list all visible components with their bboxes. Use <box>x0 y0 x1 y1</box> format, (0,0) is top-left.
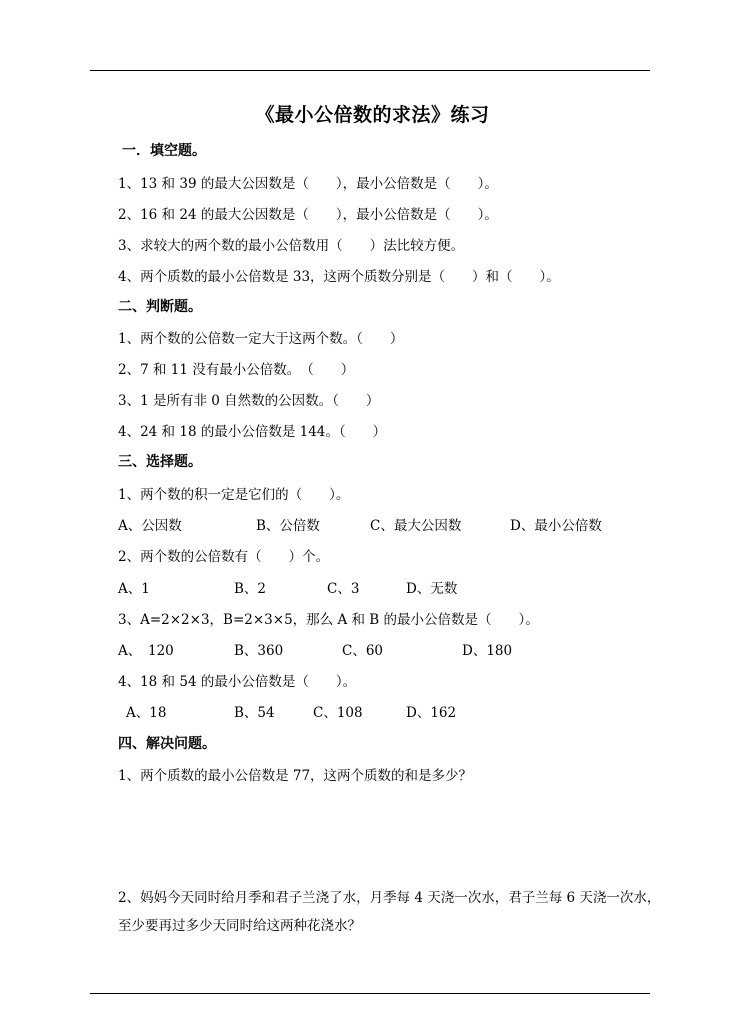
choice-q3-option-a: A、 120 <box>118 643 174 659</box>
choice-q1-option-b: B、公倍数 <box>256 518 320 534</box>
judge-question-3: 3、1 是所有非 0 自然数的公因数。（ ） <box>118 393 380 409</box>
footer-rule <box>90 993 650 994</box>
choice-q1-option-a: A、公因数 <box>118 518 182 534</box>
choice-q1-option-d: D、最小公倍数 <box>510 518 602 534</box>
section-solve-heading: 四、解决问题。 <box>118 736 216 752</box>
solve-question-2: 2、妈妈今天同时给月季和君子兰浇了水，月季每 4 天浇一次水，君子兰每 6 天浇一次水，至少要再过多少天同时给这两种花浇水？ <box>118 890 661 934</box>
choice-question-3: 3、A=2×2×3，B=2×3×5，那么 A 和 B 的最小公倍数是（ ）。 <box>118 612 539 628</box>
fill-question-4: 4、两个质数的最小公倍数是 33，这两个质数分别是（ ）和（ ）。 <box>118 269 560 285</box>
choice-question-4: 4、18 和 54 的最小公倍数是（ ）。 <box>118 674 357 690</box>
header-rule <box>90 70 650 71</box>
choice-q1-option-c: C、最大公因数 <box>370 518 462 534</box>
choice-q2-option-a: A、1 <box>118 581 150 597</box>
fill-question-1: 1、13 和 39 的最大公因数是（ ），最小公倍数是（ ）。 <box>118 176 498 192</box>
choice-q2-option-c: C、3 <box>327 581 360 597</box>
choice-q3-option-c: C、60 <box>342 643 384 659</box>
choice-q4-option-a: A、18 <box>126 705 167 721</box>
choice-q3-option-d: D、180 <box>462 643 513 659</box>
choice-q2-option-b: B、2 <box>234 581 267 597</box>
choice-q4-option-b: B、54 <box>234 705 275 721</box>
choice-question-1: 1、两个数的积一定是它们的（ ）。 <box>118 487 350 503</box>
section-fill-heading: 一．填空题。 <box>122 143 206 159</box>
choice-q3-option-b: B、360 <box>234 643 284 659</box>
section-choice-heading: 三、选择题。 <box>118 454 202 470</box>
judge-question-4: 4、24 和 18 的最小公倍数是 144。（ ） <box>118 424 387 440</box>
fill-question-3: 3、求较大的两个数的最小公倍数用（ ）法比较方便。 <box>118 238 465 254</box>
choice-question-2: 2、两个数的公倍数有（ ）个。 <box>118 549 330 565</box>
solve-question-1: 1、两个质数的最小公倍数是 77，这两个质数的和是多少？ <box>118 768 473 784</box>
page-title: 《最小公倍数的求法》练习 <box>255 104 490 126</box>
fill-question-2: 2、16 和 24 的最大公因数是（ ），最小公倍数是（ ）。 <box>118 207 498 223</box>
judge-question-2: 2、7 和 11 没有最小公倍数。 （ ） <box>118 362 355 378</box>
choice-q4-option-d: D、162 <box>406 705 457 721</box>
judge-question-1: 1、两个数的公倍数一定大于这两个数。（ ） <box>118 331 404 347</box>
choice-q2-option-d: D、无数 <box>406 581 458 597</box>
section-judge-heading: 二、判断题。 <box>118 299 202 315</box>
choice-q4-option-c: C、108 <box>313 705 363 721</box>
